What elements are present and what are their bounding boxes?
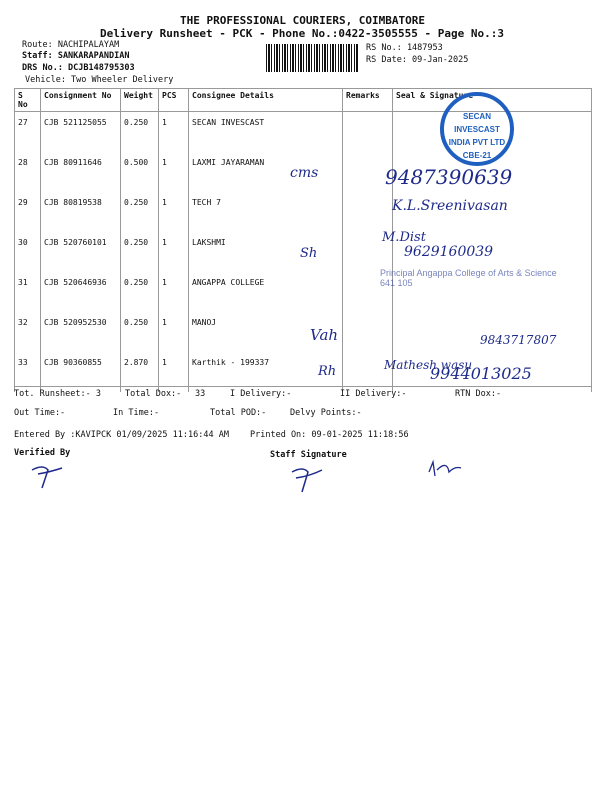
col-seal: Seal & Signature: [393, 89, 592, 112]
cell-sno: 27: [15, 112, 41, 152]
cell-remarks: [343, 112, 393, 152]
cell-consignee: LAXMI JAYARAMAN: [189, 152, 343, 192]
cell-consignment-no: CJB 520646936: [41, 272, 121, 312]
initials-signature-icon: [425, 458, 465, 482]
col-pcs: PCS: [159, 89, 189, 112]
divider: [14, 386, 592, 387]
secan-stamp-text: SECAN INVESCAST INDIA PVT LTD CBE-21: [448, 112, 506, 160]
cell-remarks: [343, 192, 393, 232]
ii-delivery: II Delivery:-: [340, 389, 407, 399]
verified-by: Verified By: [14, 448, 71, 458]
hw-r30-sig: M.Dist: [382, 230, 426, 245]
cell-consignee: TECH 7: [189, 192, 343, 232]
barcode: [266, 44, 358, 72]
route: Route: NACHIPALAYAM: [22, 40, 120, 50]
total-dox-value: 33: [195, 389, 206, 399]
runsheet-subtitle: Delivery Runsheet - PCK - Phone No.:0422-3505555 - Page No.:3: [100, 27, 504, 40]
col-remarks: Remarks: [343, 89, 393, 112]
printed-on: Printed On: 09-01-2025 11:18:56: [250, 430, 409, 440]
cell-pcs: 1: [159, 112, 189, 152]
i-delivery: I Delivery:-: [230, 389, 292, 399]
cell-pcs: 1: [159, 272, 189, 312]
cell-sno: 29: [15, 192, 41, 232]
col-consignee: Consignee Details: [189, 89, 343, 112]
cell-pcs: 1: [159, 352, 189, 392]
hw-r28-remark: cms: [290, 165, 319, 181]
drs-no: DRS No.: DCJB148795303: [22, 63, 135, 73]
cell-weight: 0.250: [121, 232, 159, 272]
cell-weight: 2.870: [121, 352, 159, 392]
cell-consignment-no: CJB 521125055: [41, 112, 121, 152]
rs-date: RS Date: 09-Jan-2025: [366, 55, 469, 65]
cell-consignee: LAKSHMI: [189, 232, 343, 272]
cell-consignment-no: CJB 80819538: [41, 192, 121, 232]
tot-runsheet: Tot. Runsheet:- 3: [14, 389, 101, 399]
cell-sno: 31: [15, 272, 41, 312]
hw-r33-remark: Rh: [318, 364, 337, 379]
cell-sno: 33: [15, 352, 41, 392]
cell-sno: 32: [15, 312, 41, 352]
cell-consignee: ANGAPPA COLLEGE: [189, 272, 343, 312]
hw-r33-phone: 9944013025: [430, 364, 532, 383]
staff-signature-icon: [288, 464, 328, 494]
cell-consignment-no: CJB 90360855: [41, 352, 121, 392]
secan-stamp: [440, 92, 514, 166]
cell-sno: 30: [15, 232, 41, 272]
col-weight: Weight: [121, 89, 159, 112]
staff: Staff: SANKARAPANDIAN: [22, 51, 130, 61]
company-title: THE PROFESSIONAL COURIERS, COIMBATORE: [180, 14, 426, 27]
cell-consignee: MANOJ: [189, 312, 343, 352]
hw-r30-phone: 9629160039: [404, 244, 494, 260]
cell-pcs: 1: [159, 232, 189, 272]
col-consignment: Consignment No: [41, 89, 121, 112]
cell-remarks: [343, 312, 393, 352]
vehicle: Vehicle: Two Wheeler Delivery: [25, 75, 174, 85]
hw-r32-remark: Vah: [310, 326, 339, 344]
cell-weight: 0.250: [121, 272, 159, 312]
cell-weight: 0.250: [121, 192, 159, 232]
college-stamp: Principal Angappa College of Arts & Science 641 105: [380, 268, 557, 288]
out-time: Out Time:-: [14, 408, 66, 418]
cell-consignment-no: CJB 520760101: [41, 232, 121, 272]
delvy-points: Delvy Points:-: [290, 408, 362, 418]
rs-no: RS No.: 1487953: [366, 43, 443, 53]
cell-weight: 0.250: [121, 112, 159, 152]
total-pod: Total POD:-: [210, 408, 267, 418]
cell-pcs: 1: [159, 312, 189, 352]
verified-signature-icon: [28, 460, 68, 490]
in-time: In Time:-: [113, 408, 160, 418]
cell-pcs: 1: [159, 152, 189, 192]
cell-sno: 28: [15, 152, 41, 192]
hw-r33-sig: Mathesh wasu: [384, 358, 473, 372]
staff-signature: Staff Signature: [270, 450, 347, 460]
cell-weight: 0.250: [121, 312, 159, 352]
hw-r29-sig: K.L.Sreenivasan: [392, 198, 508, 214]
rtn-dox: RTN Dox:-: [455, 389, 502, 399]
cell-weight: 0.500: [121, 152, 159, 192]
cell-consignment-no: CJB 520952530: [41, 312, 121, 352]
total-dox: Total Dox:-: [125, 389, 182, 399]
cell-consignment-no: CJB 80911646: [41, 152, 121, 192]
hw-r32-phone: 9843717807: [480, 333, 557, 347]
cell-consignee: Karthik - 199337: [189, 352, 343, 392]
entered-by: Entered By :KAVIPCK 01/09/2025 11:16:44 AM: [14, 430, 229, 440]
hw-r28-phone: 9487390639: [385, 165, 513, 189]
hw-r30-remark: Sh: [300, 246, 318, 261]
cell-pcs: 1: [159, 192, 189, 232]
col-sno: S No: [15, 89, 41, 112]
cell-consignee: SECAN INVESCAST: [189, 112, 343, 152]
